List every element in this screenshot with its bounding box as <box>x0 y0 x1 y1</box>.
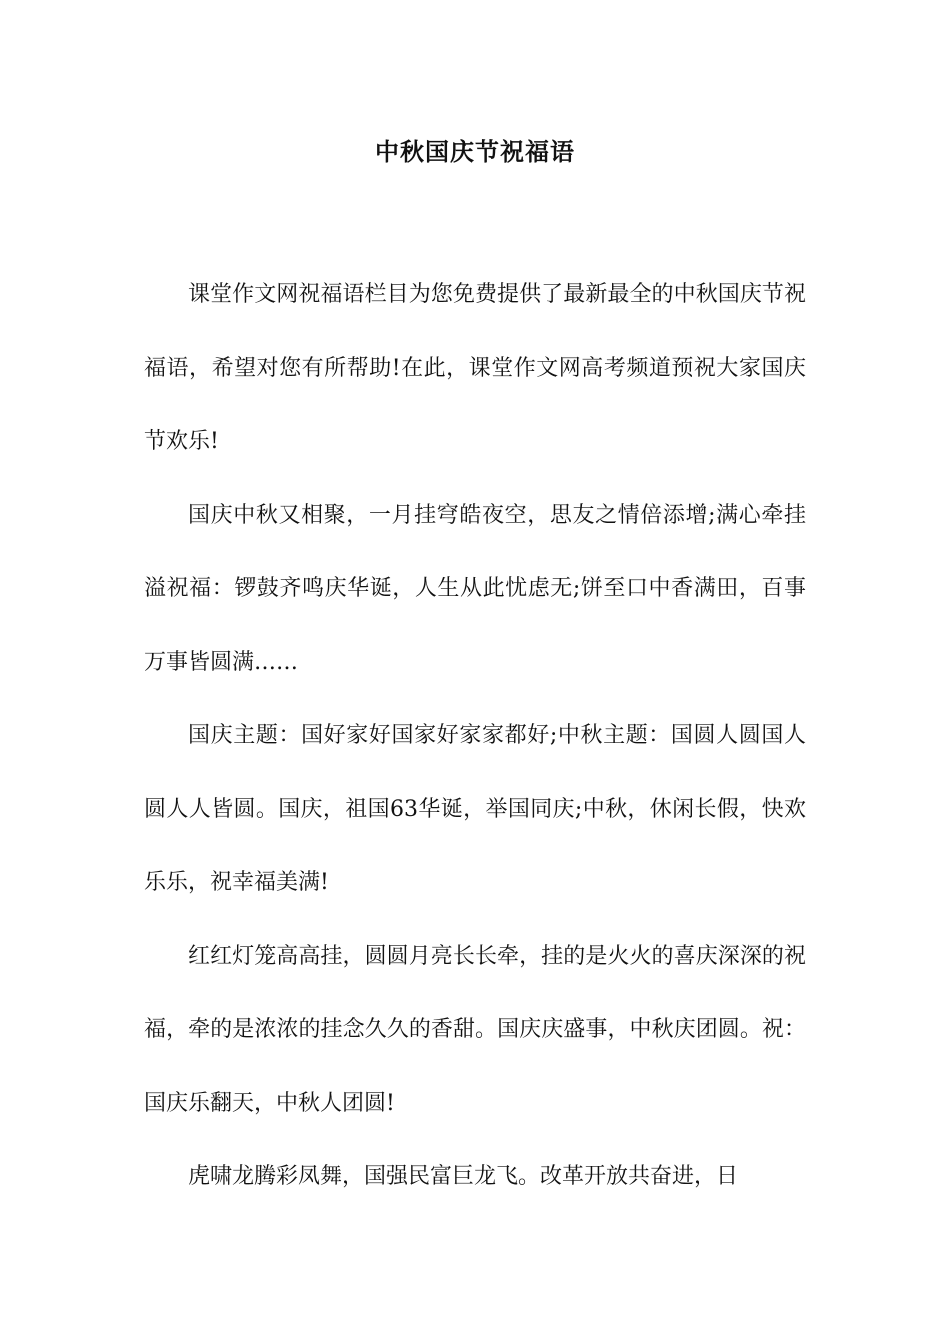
document-title: 中秋国庆节祝福语 <box>375 137 575 166</box>
paragraph: 国庆中秋又相聚，一月挂穹皓夜空，思友之情倍添增;满心牵挂溢祝福：锣鼓齐鸣庆华诞，人生从此忧虑无;饼至口中香满田，百事万事皆圆满…… <box>144 502 806 675</box>
paragraph: 课堂作文网祝福语栏目为您免费提供了最新最全的中秋国庆节祝福语，希望对您有所帮助!在此，课堂作文网高考频道预祝大家国庆节欢乐! <box>144 282 806 454</box>
paragraph: 红红灯笼高高挂，圆圆月亮长长牵，挂的是火火的喜庆深深的祝福，牵的是浓浓的挂念久久的香甜。国庆庆盛事，中秋庆团圆。祝：国庆乐翻天，中秋人团圆! <box>144 943 806 1116</box>
paragraph: 国庆主题：国好家好国家好家家都好;中秋主题：国圆人圆国人圆人人皆圆。国庆，祖国63华诞，举国同庆;中秋，休闲长假，快欢乐乐，祝幸福美满! <box>144 723 806 895</box>
paragraph: 虎啸龙腾彩凤舞，国强民富巨龙飞。改革开放共奋进，日 <box>188 1164 739 1189</box>
document-body <box>144 258 806 1214</box>
